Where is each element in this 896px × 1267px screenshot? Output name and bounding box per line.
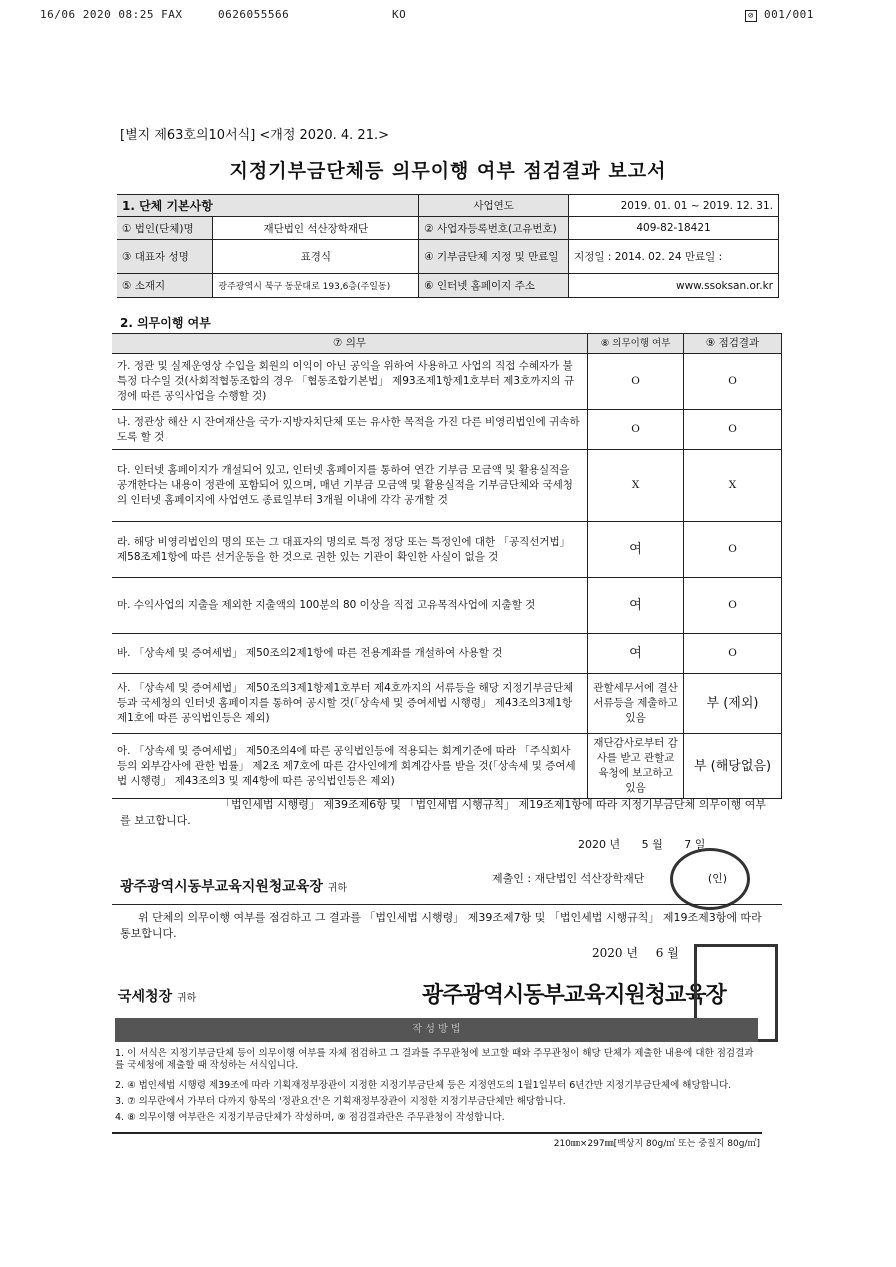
report-month-unit: 월 xyxy=(652,838,663,851)
divider xyxy=(112,1132,762,1134)
duty-row-perf: 관할세무서에 결산서류등을 제출하고 있음 xyxy=(588,674,684,734)
report-day-unit: 일 xyxy=(694,838,706,851)
note-item: 1. 이 서식은 지정기부금단체 등이 의무이행 여부를 자체 점검하고 그 결과를 주무관청에 보고할 때와 주무관청이 해당 단체가 제출한 내용에 대한 점검결과를 국세청에 제출할 때 작성하는 서식입니다. xyxy=(115,1048,754,1071)
fax-number: 0626055566 xyxy=(218,8,290,21)
recipient2-name: 국세청장 xyxy=(118,989,173,1005)
duty-row-result: 부 (제외) xyxy=(684,674,782,734)
year-label: 사업연도 xyxy=(419,195,569,217)
rep-label: ③ 대표자 성명 xyxy=(117,240,213,274)
addr-value: 광주광역시 북구 동문대로 193,6층(주일동) xyxy=(213,274,419,298)
notice-year: 2020 xyxy=(592,946,623,960)
desig-value: 지정일 : 2014. 02. 24 만료일 : xyxy=(569,240,779,274)
duty-row-perf: 재단감사로부터 감사를 받고 관할교육청에 보고하고 있음 xyxy=(588,734,684,799)
duty-row-perf: 여 xyxy=(588,522,684,578)
duty-row-text: 라. 해당 비영리법인의 명의 또는 그 대표자의 명의로 특정 정당 또는 특정인에 대한 「공직선거법」 제58조제1항에 따른 선거운동을 한 것으로 권한 있는 기관이 확인한 사실이 없을 것 xyxy=(112,522,588,578)
issuer: 광주광역시동부교육지원청교육장 xyxy=(422,983,726,1008)
duty-row-perf: O xyxy=(588,354,684,410)
report-year-unit: 년 xyxy=(609,838,621,851)
divider xyxy=(112,904,782,905)
duty-row-perf: X xyxy=(588,450,684,522)
fax-datetime: 16/06 2020 08:25 FAX xyxy=(40,8,183,21)
col-duty: ⑦ 의무 xyxy=(112,334,588,354)
notice-year-unit: 년 xyxy=(626,946,638,960)
report-date xyxy=(578,836,705,852)
note-item: 2. ④ 법인세법 시행령 제39조에 따라 기획재정부장관이 지정한 지정기부금단체 등은 지정연도의 1월1일부터 6년간만 지정기부금단체에 해당합니다. xyxy=(115,1080,732,1091)
recipient1-name: 광주광역시동부교육지원청교육장 xyxy=(120,879,323,895)
rep-value: 표경식 xyxy=(213,240,419,274)
recipient1-suffix: 귀하 xyxy=(327,883,348,894)
recipient2-suffix: 귀하 xyxy=(176,993,197,1004)
duty-row-text: 다. 인터넷 홈페이지가 개설되어 있고, 인터넷 홈페이지를 통하여 연간 기부금 모금액 및 활용실적을 공개한다는 내용이 정관에 포함되어 있으며, 매년 기부금 모금액 및 활용실적을 기부금단체와 국세청의 인터넷 홈페이지에 사업연도 종료일부터 3개월 이내에 각각 공개할 것 xyxy=(112,450,588,522)
col-result: ⑨ 점검결과 xyxy=(684,334,782,354)
name-value: 재단법인 석산장학재단 xyxy=(213,217,419,240)
fax-page xyxy=(745,8,814,21)
duty-row-text: 가. 정관 및 실제운영상 수입을 회원의 이익이 아닌 공익을 위하여 사용하고 사업의 직접 수혜자가 불특정 다수일 것(사회적협동조합의 경우 「협동조합기본법」 제93조제1항제1호부터 제3호까지의 규정에 따른 공익사업을 수행할 것) xyxy=(112,354,588,410)
duty-row-result: O xyxy=(684,354,782,410)
web-label: ⑥ 인터넷 홈페이지 주소 xyxy=(419,274,569,298)
page-title: 지정기부금단체등 의무이행 여부 점검결과 보고서 xyxy=(229,160,667,182)
desig-label: ④ 기부금단체 지정 및 만료일 xyxy=(419,240,569,274)
recipient2 xyxy=(118,986,196,1006)
instructions-band: 작 성 방 법 xyxy=(115,1018,758,1042)
duty-row-text: 마. 수익사업의 지출을 제외한 지출액의 100분의 80 이상을 직접 고유목적사업에 지출할 것 xyxy=(112,578,588,634)
fax-page-number: 001/001 xyxy=(764,8,814,21)
report-year: 2020 xyxy=(578,838,606,851)
section2-title: 2. 의무이행 여부 xyxy=(120,316,211,330)
duty-row-perf: O xyxy=(588,410,684,450)
web-value: www.ssoksan.or.kr xyxy=(569,274,779,298)
paper-spec: 210㎜×297㎜[백상지 80g/㎡ 또는 중질지 80g/㎡] xyxy=(553,1139,760,1149)
report-text: 「법인세법 시행령」 제39조제6항 및 「법인세법 시행규칙」 제19조제1항에 따라 지정기부금단체 의무이행 여부를 보고합니다. xyxy=(120,798,766,827)
duty-row-result: O xyxy=(684,634,782,674)
bizno-value: 409-82-18421 xyxy=(569,217,779,240)
recipient1 xyxy=(120,876,347,896)
duty-row-result: O xyxy=(684,410,782,450)
duty-table xyxy=(112,333,782,799)
duty-row-perf: 여 xyxy=(588,578,684,634)
basic-info-table xyxy=(117,194,779,298)
form-number: [별지 제63호의10서식] <개정 2020. 4. 21.> xyxy=(120,128,389,143)
duty-row-text: 바. 「상속세 및 증여세법」 제50조의2제1항에 따른 전용계좌를 개설하여 사용할 것 xyxy=(112,634,588,674)
submitter-name: 제출인 : 재단법인 석산장학재단 xyxy=(492,872,645,885)
notice-month: 6 xyxy=(655,946,664,960)
addr-label: ⑤ 소재지 xyxy=(117,274,213,298)
name-label: ① 법인(단체)명 xyxy=(117,217,213,240)
submitter-seal-icon xyxy=(670,848,750,910)
fax-status: KO xyxy=(392,8,407,21)
duty-row-result: X xyxy=(684,450,782,522)
note-item: 3. ⑦ 의무란에서 가부터 다까지 항목의 '정관요건'은 기획재정부장관이 지정한 지정기부금단체만 해당합니다. xyxy=(115,1096,566,1107)
duty-row-text: 사. 「상속세 및 증여세법」 제50조의3제1항제1호부터 제4호까지의 서류등을 해당 지정기부금단체등과 국세청의 인터넷 홈페이지를 통하여 공시할 것(「상속세 및 증여세법 시행령」 제43조의3제1항제1호에 따른 공익법인등은 제외) xyxy=(112,674,588,734)
notice-text: 위 단체의 의무이행 여부를 점검하고 그 결과를 「법인세법 시행령」 제39조제7항 및 「법인세법 시행규칙」 제19조제3항에 따라 통보합니다. xyxy=(120,911,762,940)
duty-row-text: 아. 「상속세 및 증여세법」 제50조의4에 따른 공익법인등에 적용되는 회계기준에 따라 「주식회사 등의 외부감사에 관한 법률」 제2조 제7호에 따른 감사인에게 회계감사를 받을 것(「상속세 및 증여세법 시행령」 제43조의3 및 제4항에 따른 공익법인등은 제외) xyxy=(112,734,588,799)
col-perf: ⑧ 의무이행 여부 xyxy=(588,334,684,354)
submitter-seal-mark: (인) xyxy=(707,872,728,885)
report-month: 5 xyxy=(641,838,649,851)
duty-row-text: 나. 정관상 해산 시 잔여재산을 국가·지방자치단체 또는 유사한 목적을 가진 다른 비영리법인에 귀속하도록 할 것 xyxy=(112,410,588,450)
fax-page-icon: ⊘ xyxy=(745,10,757,22)
duty-row-perf: 여 xyxy=(588,634,684,674)
notice-date xyxy=(592,944,679,961)
notice-month-unit: 월 xyxy=(667,946,679,960)
report-day: 7 xyxy=(684,838,692,851)
duty-row-result: O xyxy=(684,578,782,634)
duty-row-result: 부 (해당없음) xyxy=(684,734,782,799)
year-value: 2019. 01. 01 ~ 2019. 12. 31. xyxy=(569,195,779,217)
section1-title: 1. 단체 기본사항 xyxy=(122,199,213,213)
note-item: 4. ⑧ 의무이행 여부란은 지정기부금단체가 작성하며, ⑨ 점검결과란은 주무관청이 작성합니다. xyxy=(115,1112,505,1123)
duty-row-result: O xyxy=(684,522,782,578)
bizno-label: ② 사업자등록번호(고유번호) xyxy=(419,217,569,240)
